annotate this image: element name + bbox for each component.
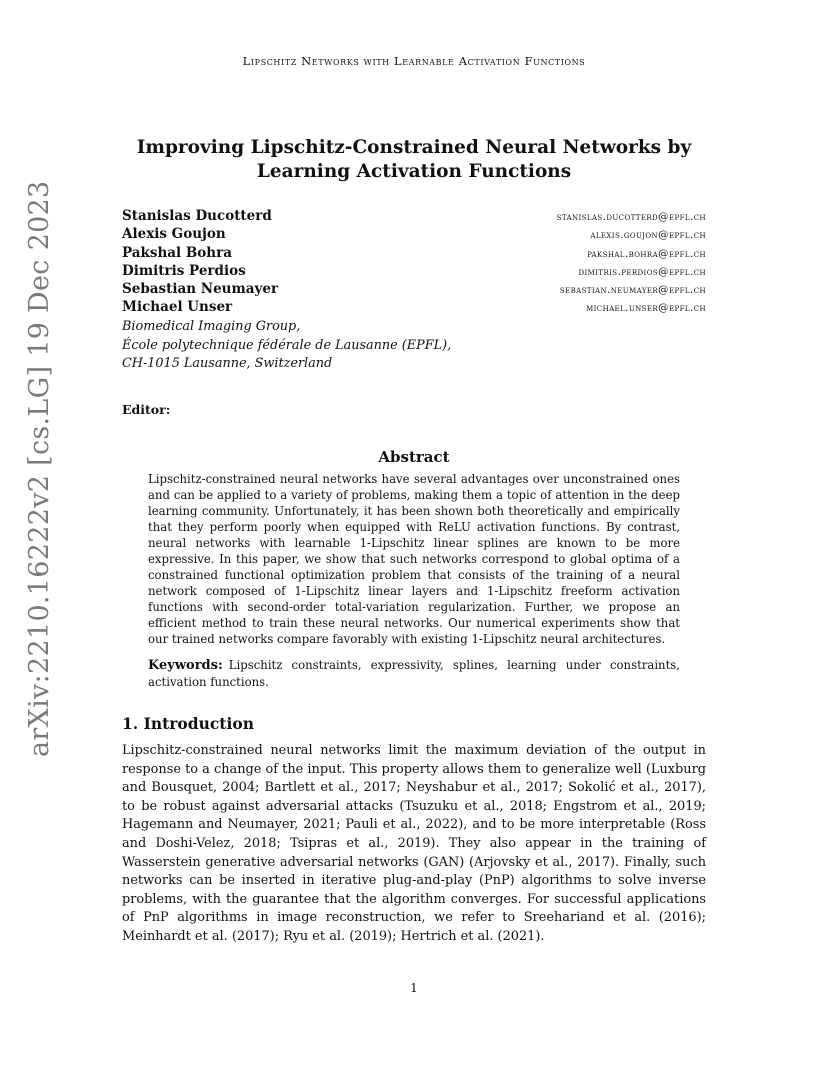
abstract-body: Lipschitz-constrained neural networks have several advantages over unconstrained ones and can be applied to a variety of problems, making them a topic of attention in the deep learning community. Unfortunately, it has been shown both theoretically and empirically that they perform poorly when equipped with ReLU activation functions. By contrast, neural networks with learnable 1-Lipschitz linear splines are known to be more expressive. In this paper, we show that such networks correspond to global optima of a constrained functional optimization problem that consists of the training of a neural network composed of 1-Lipschitz linear layers and 1-Lipschitz freeform activation functions with second-order total-variation regularization. Further, we propose an efficient method to train these neural networks. Our numerical experiments show that our trained networks compare favorably with existing 1-Lipschitz neural architectures. (148, 472, 680, 646)
paper-title: Improving Lipschitz-Constrained Neural Networks by Learning Activation Functions (136, 137, 692, 182)
author-name: Dimitris Perdios (122, 262, 246, 279)
author-name: Pakshal Bohra (122, 244, 232, 261)
affiliation-line: École polytechnique fédérale de Lausanne (EPFL), (122, 337, 452, 353)
author-row (122, 281, 706, 299)
author-email[interactable]: alexis.goujon@epfl.ch (590, 229, 706, 242)
section-heading-introduction: 1. Introduction (122, 714, 254, 733)
author-list (122, 208, 706, 318)
affiliation-line: CH-1015 Lausanne, Switzerland (122, 356, 333, 371)
editor-label: Editor: (122, 402, 171, 417)
author-email[interactable]: stanislas.ducotterd@epfl.ch (556, 211, 706, 223)
author-email[interactable]: michael.unser@epfl.ch (586, 302, 706, 315)
arxiv-side-stamp: arXiv:2210.16222v2 [cs.LG] 19 Dec 2023 (24, 180, 55, 757)
author-row (122, 226, 706, 244)
author-email[interactable]: sebastian.neumayer@epfl.ch (559, 284, 706, 297)
abstract-heading: Abstract (378, 448, 450, 466)
page-number: 1 (410, 981, 418, 995)
running-head: Lipschitz Networks with Learnable Activation Functions (242, 54, 586, 68)
author-name: Michael Unser (122, 299, 233, 316)
author-row (122, 208, 706, 226)
keywords-label: Keywords: (148, 658, 223, 673)
introduction-body: Lipschitz-constrained neural networks limit the maximum deviation of the output in response to a change of the input. This property allows them to generalize well (Luxburg and Bousquet, 2004; Bartlett et al., 2017; Neyshabur et al., 2017; Sokolić et al., 2017), to be robust against adversarial attacks (Tsuzuku et al., 2018; Engstrom et al., 2019; Hagemann and Neumayer, 2021; Pauli et al., 2022), and to be more interpretable (Ross and Doshi-Velez, 2018; Tsipras et al., 2019). They also appear in the training of Wasserstein generative adversarial networks (GAN) (Arjovsky et al., 2017). Finally, such networks can be inserted in iterative plug-and-play (PnP) algorithms to solve inverse problems, with the guarantee that the algorithm converges. For successful applications of PnP algorithms in image reconstruction, we refer to Sreehariand et al. (2016); Meinhardt et al. (2017); Ryu et al. (2019); Hertrich et al. (2021). (122, 743, 706, 944)
keywords-text: Lipschitz constraints, expressivity, splines, learning under constraints, activation functions. (148, 658, 680, 689)
author-name: Alexis Goujon (122, 226, 226, 243)
author-name: Stanislas Ducotterd (122, 208, 272, 224)
affiliation-line: Biomedical Imaging Group, (122, 319, 301, 334)
affiliation (122, 318, 451, 374)
author-email[interactable]: pakshal.bohra@epfl.ch (587, 247, 706, 260)
author-row (122, 245, 706, 263)
author-name: Sebastian Neumayer (122, 281, 279, 298)
author-row (122, 263, 706, 281)
author-row (122, 299, 706, 317)
keywords (148, 657, 680, 690)
author-email[interactable]: dimitris.perdios@epfl.ch (578, 265, 706, 278)
